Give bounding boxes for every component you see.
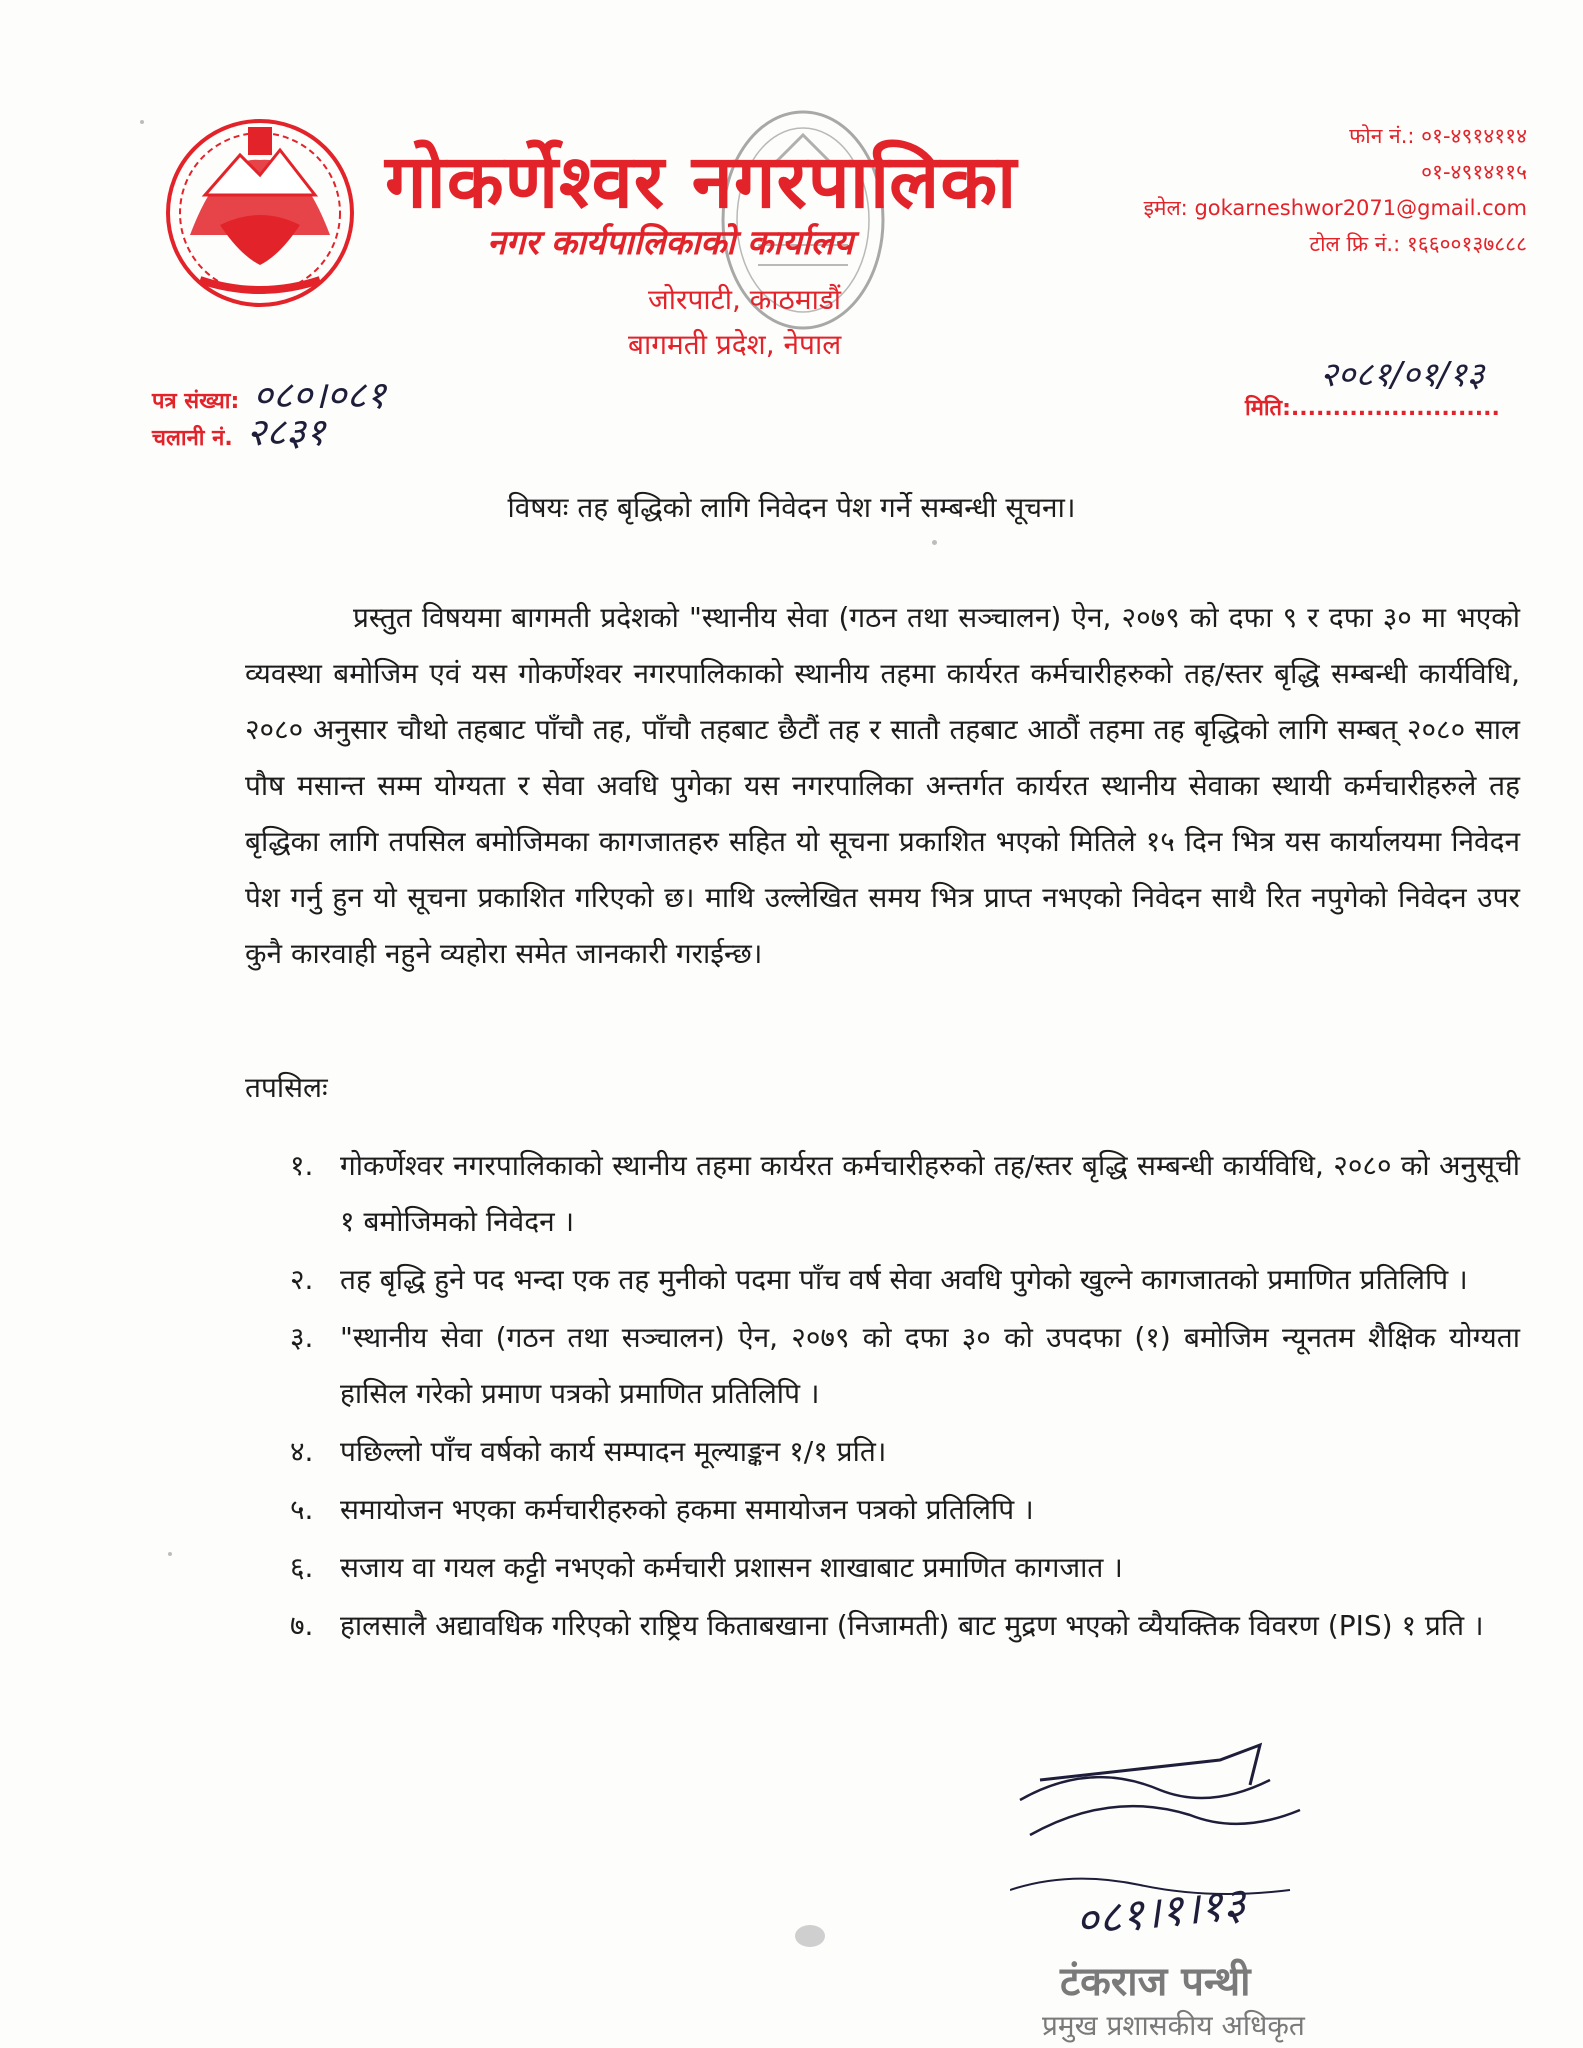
list-item: १. गोकर्णेश्वर नगरपालिकाको स्थानीय तहमा कार्यरत कर्मचारीहरुको तह/स्तर बृद्धि सम्बन्धी कार्यविधि, २०८० को अनुसूची १ बमोजिमको निवेदन । [290,1149,1520,1238]
letter-date: २०८१/०१/१३ [1320,355,1485,395]
email-address: gokarneshwor2071@gmail.com [1194,196,1527,220]
list-item: ७. हालसालै अद्यावधिक गरिएको राष्ट्रिय किताबखाना (निजामती) बाट मुद्रण भएको व्यैयक्तिक विवरण (PIS) १ प्रति । [290,1609,1484,1642]
subject-line: विषयः तह बृद्धिको लागि निवेदन पेश गर्ने सम्बन्धी सूचना। [507,491,1076,524]
signatory-title: प्रमुख प्रशासकीय अधिकृत [1042,2009,1305,2042]
date-label: मिति:......................... [1245,396,1500,421]
list-item: २. तह बृद्धि हुने पद भन्दा एक तह मुनीको पदमा पाँच वर्ष सेवा अवधि पुगेको खुल्ने कागजातको प्रमाणित प्रतिलिपि । [290,1263,1468,1296]
scan-speck [168,1552,172,1556]
list-item: ६. सजाय वा गयल कट्टी नभएको कर्मचारी प्रशासन शाखाबाट प्रमाणित कागजात । [290,1551,1123,1584]
email-label: इमेल: [1143,196,1188,220]
office-name: नगर कार्यपालिकाको कार्यालय [487,223,854,263]
org-name: गोकर्णेश्वर नगरपालिका [385,139,1018,225]
chalani-value: २८३१ [246,410,326,454]
list-item: ३. "स्थानीय सेवा (गठन तथा सञ्चालन) ऐन, २०७९ को दफा ३० को उपदफा (१) बमोजिम न्यूनतम शैक्षिक योग्यता हासिल गरेको प्रमाण पत्रको प्रमाणित प्रतिलिपि । [290,1321,1520,1410]
chalani-number [152,405,325,457]
chalani-label: चलानी नं. [152,426,233,451]
tollfree-line [1310,230,1527,258]
nepal-emblem-icon [160,115,360,310]
scan-speck [932,540,937,545]
list-item: ४. पछिल्लो पाँच वर्षको कार्य सम्पादन मूल्याङ्कन १/१ प्रति। [290,1435,887,1468]
phone-label: फोन नं.: [1349,124,1415,148]
list-item: ५. समायोजन भएका कर्मचारीहरुको हकमा समायोजन पत्रको प्रतिलिपि । [290,1493,1034,1526]
email-line [1144,194,1527,222]
requirements-list [290,1138,1520,1656]
address-line-1: जोरपाटी, काठमाडौं [648,283,842,316]
phone-1: ०१-४९१४११४ [1421,124,1527,148]
tollfree-number: १६६००१३७८८८ [1406,232,1527,256]
patra-label: पत्र संख्या: [152,389,240,414]
scan-smudge [795,1925,825,1947]
phone-line-1 [1349,122,1527,150]
signature-date: ०८१।१।१३ [1073,1878,1249,1947]
patra-value: ०८०।०८१ [252,373,386,417]
body-paragraph: प्रस्तुत विषयमा बागमती प्रदेशको "स्थानीय सेवा (गठन तथा सञ्चालन) ऐन, २०७९ को दफा ९ र दफा ३० मा भएको व्यवस्था बमोजिम एवं यस गोकर्णेश्वर नगरपालिकाको स्थानीय तहमा कार्यरत कर्मचारीहरुको तह/स्तर बृद्धि सम्बन्धी कार्यविधि, २०८० अनुसार चौथो तहबाट पाँचौ तह, पाँचौ तहबाट छैटौं तह र सातौ तहबाट आठौं तहमा तह बृद्धिको लागि सम्बत् २०८० साल पौष मसान्त सम्म योग्यता र सेवा अवधि पुगेका यस नगरपालिका अन्तर्गत कार्यरत स्थानीय सेवाका स्थायी कर्मचारीहरुले तह बृद्धिका लागि तपसिल बमोजिमका कागजातहरु सहित यो सूचना प्रकाशित भएको मितिले १५ दिन भित्र यस कार्यालयमा निवेदन पेश गर्नु हुन यो सूचना प्रकाशित गरिएको छ। माथि उल्लेखित समय भित्र प्राप्त नभएको निवेदन साथै रित नपुगेको निवेदन उपर कुनै कारवाही नहुने व्यहोरा समेत जानकारी गराईन्छ। [245,601,1520,970]
scan-speck [140,120,144,124]
signatory-name: टंकराज पन्थी [1060,1959,1251,2005]
phone-2: ०१-४९१४११५ [1421,160,1527,184]
address-line-2: बागमती प्रदेश, नेपाल [628,328,842,361]
tollfree-label: टोल फ्रि नं.: [1309,232,1401,256]
tapsil-heading: तपसिलः [245,1071,328,1104]
